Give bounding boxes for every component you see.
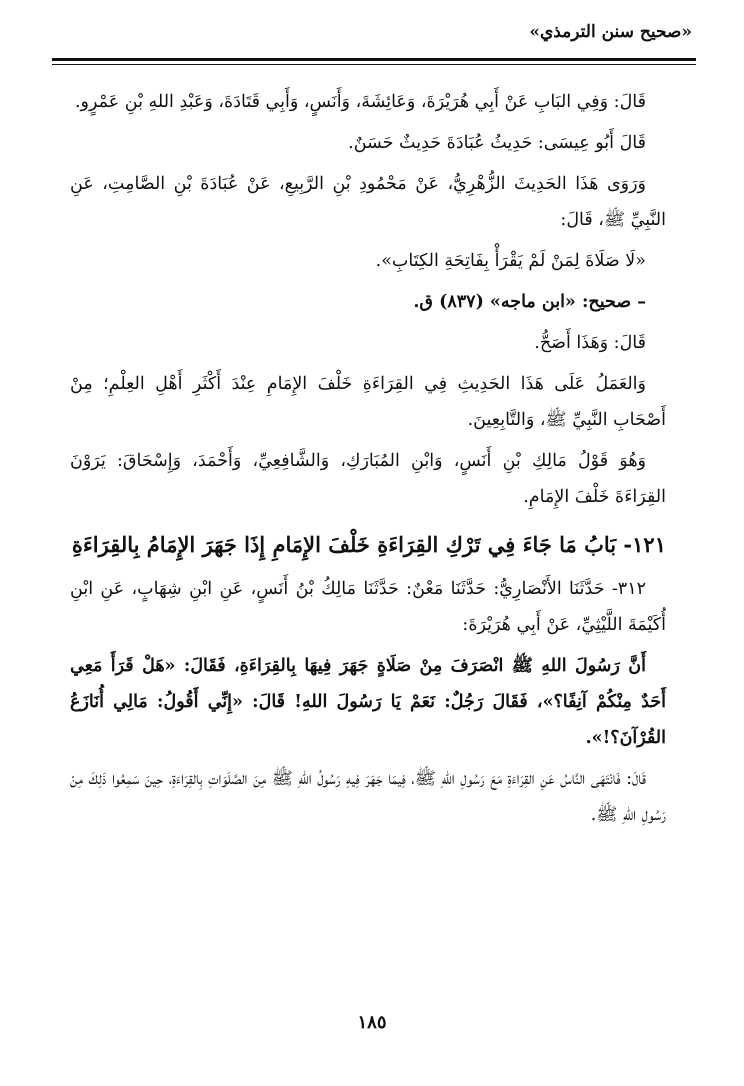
hadith-isnad: ٣١٢- حَدَّثَنَا الأَنْصَارِيُّ: حَدَّثَنَا مَعْنٌ: حَدَّثَنَا مَالِكُ بْنُ أَنَسٍ، عَنِ ابْنِ شِهَابٍ، عَنِ ابْنِ أُكَيْمَةَ اللَّيْثِيِّ، عَنْ أَبِي هُرَيْرَةَ: [70, 579, 666, 635]
paragraph-bab: قَالَ: وَفِي البَابِ عَنْ أَبِي هُرَيْرَةَ، وَعَائِشَةَ، وَأَنَسٍ، وَأَبِي قَتَادَةَ، وَعَبْدِ اللهِ بْنِ عَمْرٍو. [74, 92, 646, 112]
paragraph-grading: – صحيح: «ابن ماجه» (٨٣٧) ق. [413, 292, 646, 312]
paragraph-qawl: وَهُوَ قَوْلُ مَالِكِ بْنِ أَنَسٍ، وَابْنِ المُبَارَكِ، وَالشَّافِعِيِّ، وَأَحْمَدَ، وَإِسْحَاقَ: يَرَوْنَ القِرَاءَةَ خَلْفَ الإِمَامِ. [70, 451, 666, 507]
paragraph-hadith-text: «لَا صَلَاةَ لِمَنْ لَمْ يَقْرَأْ بِفَاتِحَةِ الكِتَابِ». [375, 251, 646, 271]
paragraph-asahh: قَالَ: وَهَذَا أَصَحُّ. [534, 333, 646, 353]
body-text [70, 84, 666, 838]
hadith-conclusion: قَالَ: فَانْتَهَى النَّاسُ عَنِ القِرَاءَةِ مَعَ رَسُولِ اللهِ ﷺ، فِيمَا جَهَرَ فِيهِ رَسُولُ اللهِ ﷺ مِنَ الصَّلَوَاتِ بِالقِرَاءَةِ، حِينَ سَمِعُوا ذَلِكَ مِنْ رَسُولِ اللهِ ﷺ. [70, 769, 666, 825]
header-rule-thick [52, 58, 696, 61]
paragraph-amal: وَالعَمَلُ عَلَى هَذَا الحَدِيثِ فِي القِرَاءَةِ خَلْفَ الإِمَامِ عِنْدَ أَكْثَرِ أَهْلِ العِلْمِ؛ مِنْ أَصْحَابِ النَّبِيِّ ﷺ، وَالتَّابِعِينَ. [70, 374, 666, 430]
running-header: «صحيح سنن الترمذي» [529, 22, 692, 42]
header-rule-thin [52, 64, 696, 65]
hadith-matn: أَنَّ رَسُولَ اللهِ ﷺ انْصَرَفَ مِنْ صَلَاةٍ جَهَرَ فِيهَا بِالقِرَاءَةِ، فَقَالَ: «هَلْ قَرَأَ مَعِي أَحَدٌ مِنْكُمْ آنِفًا؟»، فَقَالَ رَجُلٌ: نَعَمْ يَا رَسُولَ اللهِ! قَالَ: «إِنِّي أَقُولُ: مَالِي أُنَازَعُ القُرْآنَ؟!». [70, 656, 666, 748]
paragraph-abu-isa: قَالَ أَبُو عِيسَى: حَدِيثُ عُبَادَةَ حَدِيثٌ حَسَنٌ. [348, 133, 646, 153]
paragraph-zuhri: وَرَوَى هَذَا الحَدِيثَ الزُّهْرِيُّ، عَنْ مَحْمُودِ بْنِ الرَّبِيعِ، عَنْ عُبَادَةَ بْنِ الصَّامِتِ، عَنِ النَّبِيِّ ﷺ، قَالَ: [70, 174, 666, 230]
chapter-title: ١٢١- بَابُ مَا جَاءَ فِي تَرْكِ القِرَاءَةِ خَلْفَ الإِمَامِ إِذَا جَهَرَ الإِمَامُ بِالقِرَاءَةِ [71, 532, 666, 557]
page-number: ١٨٥ [357, 1012, 387, 1033]
